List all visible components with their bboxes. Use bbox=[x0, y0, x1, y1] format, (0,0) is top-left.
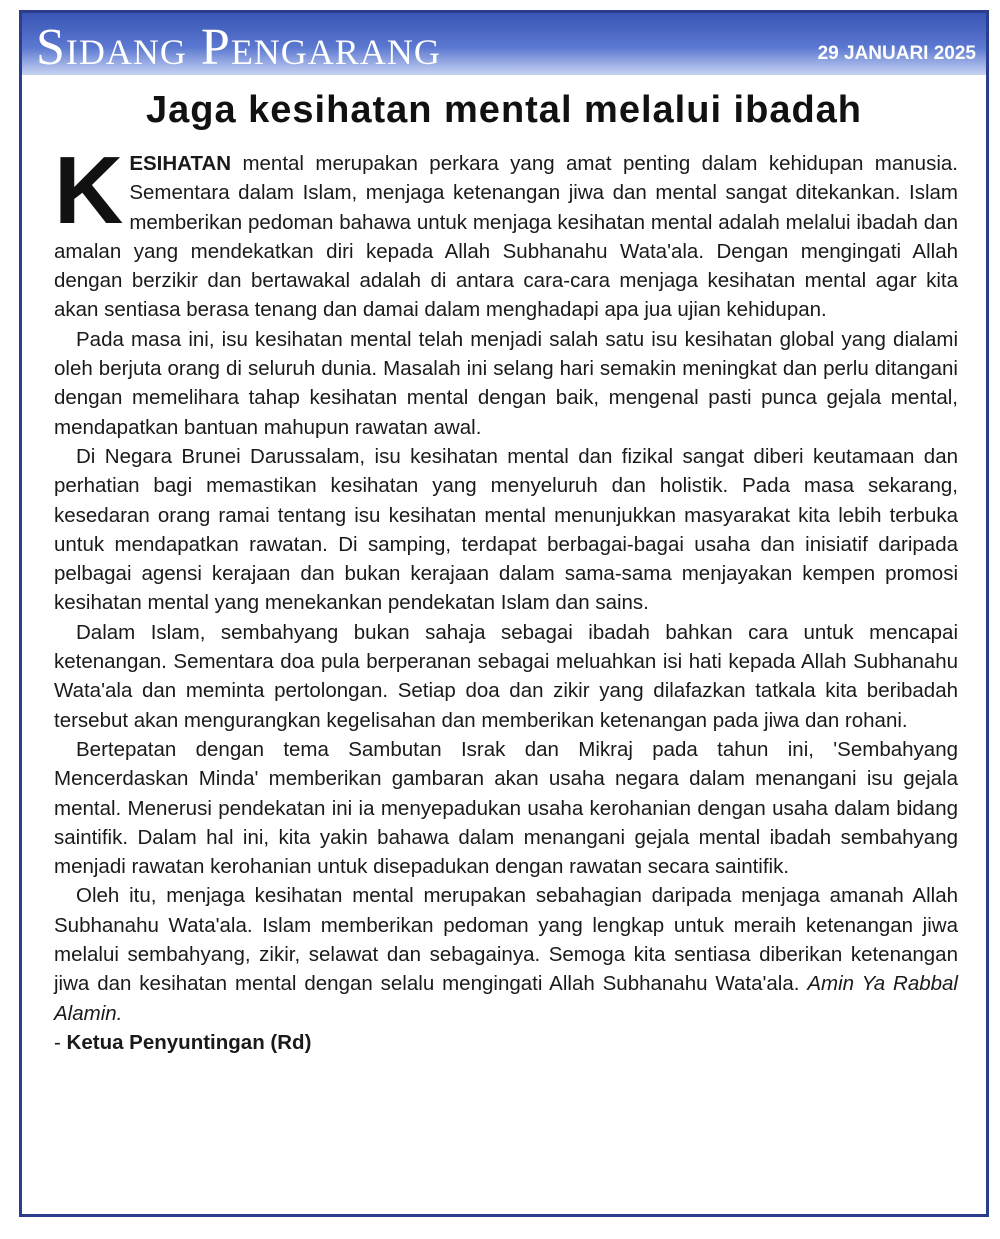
signature bbox=[54, 1028, 958, 1057]
lead-word: ESIHATAN bbox=[129, 152, 232, 175]
paragraph-1 bbox=[54, 137, 958, 325]
paragraph-6 bbox=[54, 881, 958, 1027]
drop-cap: K bbox=[54, 137, 124, 244]
publication-date: 29 JANUARI 2025 bbox=[817, 43, 976, 64]
paragraph-4: Dalam Islam, sembahyang bukan sahaja sebagai ibadah bahkan cara untuk mencapai ketenangan. Sementara doa pula berperanan sebagai meluahkan isi hati kepada Allah Subhanahu Wata'ala dan meminta pertolongan. Setiap doa dan zikir yang dilafazkan tatkala kita beribadah tersebut akan mengurangkan kegelisahan dan memberikan ketenangan pada jiwa dan rohani. bbox=[54, 620, 958, 732]
article-headline: Jaga kesihatan mental melalui ibadah bbox=[145, 89, 863, 131]
section-title: Sidang Pengarang bbox=[36, 19, 441, 75]
article-body bbox=[54, 137, 958, 1057]
closing-prayer: Amin Ya Rabbal Alamin. bbox=[54, 972, 958, 1025]
paragraph-2: Pada masa ini, isu kesihatan mental telah menjadi salah satu isu kesihatan global yang dialami oleh berjuta orang di seluruh dunia. Masalah ini selang hari semakin meningkat dan perlu ditangani dengan memelihara tahap kesihatan mental dengan baik, mengenal pasti punca gejala mental, mendapatkan bantuan mahupun rawatan awal. bbox=[54, 327, 958, 439]
page-frame bbox=[19, 10, 989, 1217]
signature-dash: - bbox=[54, 1030, 67, 1054]
paragraph-1-text: mental merupakan perkara yang amat penting dalam kehidupan manusia. Sementara dalam Islam, menjaga ketenangan jiwa dan mental sangat ditekankan. Islam memberikan pedoman bahawa untuk menjaga kesihatan mental adalah melalui ibadah dan amalan yang mendekatkan diri kepada Allah Subhanahu Wata'ala. Dengan mengingati Allah dengan berzikir dan bertawakal adalah di antara cara-cara menjaga kesihatan mental agar kita akan sentiasa berasa tenang dan damai dalam menghadapi apa jua ujian kehidupan. bbox=[54, 152, 958, 322]
paragraph-3: Di Negara Brunei Darussalam, isu kesihatan mental dan fizikal sangat diberi keutamaan dan perhatian bagi memastikan kesihatan yang menyeluruh dan holistik. Pada masa sekarang, kesedaran orang ramai tentang isu kesihatan mental menunjukkan masyarakat kita lebih terbuka untuk mendapatkan rawatan. Di samping, terdapat berbagai-bagai usaha dan inisiatif daripada pelbagai agensi kerajaan dan bukan kerajaan dalam sama-sama menjayakan kempen promosi kesihatan mental yang menekankan pendekatan Islam dan sains. bbox=[54, 444, 958, 615]
paragraph-6-text: Oleh itu, menjaga kesihatan mental merupakan sebahagian daripada menjaga amanah Allah Subhanahu Wata'ala. Islam memberikan pedoman yang lengkap untuk meraih ketenangan jiwa melalui sembahyang, zikir, selawat dan sebagainya. Semoga kita sentiasa diberikan ketenangan jiwa dan kesihatan mental dengan selalu mengingati Allah Subhanahu Wata'ala. bbox=[54, 884, 958, 996]
section-banner bbox=[22, 13, 986, 75]
paragraph-5: Bertepatan dengan tema Sambutan Israk dan Mikraj pada tahun ini, 'Sembahyang Mencerdaskan Minda' memberikan gambaran akan usaha negara dalam menangani isu gejala mental. Menerusi pendekatan ini ia menyepadukan usaha kerohanian dengan usaha dalam bidang saintifik. Dalam hal ini, kita yakin bahawa dalam menangani gejala mental ibadah sembahyang menjadi rawatan kerohanian untuk disepadukan dengan rawatan secara saintifik. bbox=[54, 737, 958, 879]
signature-name: Ketua Penyuntingan (Rd) bbox=[66, 1030, 312, 1054]
